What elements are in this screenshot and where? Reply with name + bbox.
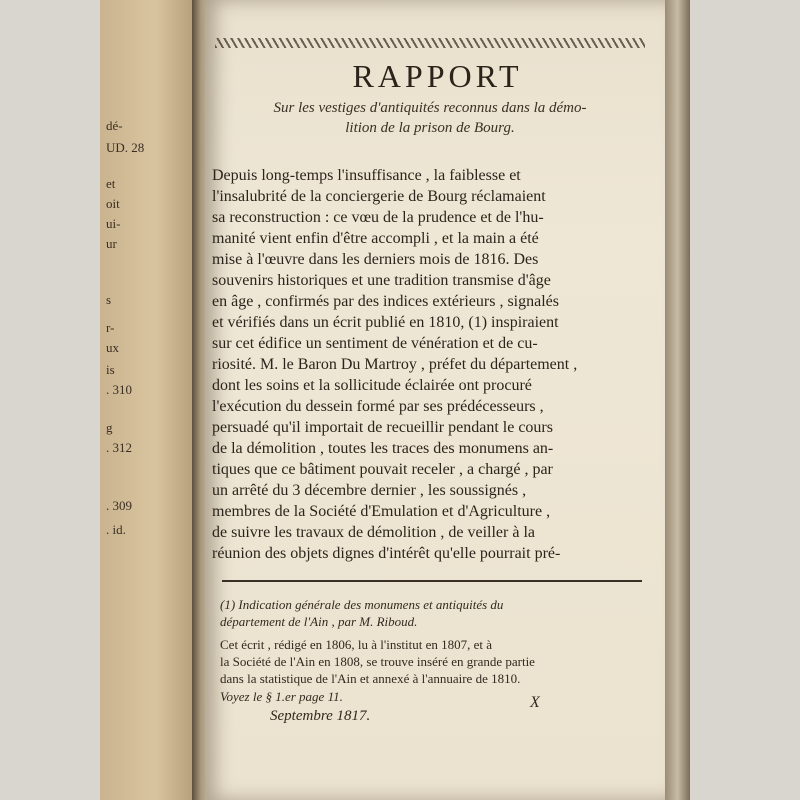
left-fragment: ui- [106,216,121,231]
left-fragment: ur [106,236,117,251]
subtitle-line: Sur les vestiges d'antiquités reconnus dans la démo- [273,100,587,116]
footnote-line: (1) Indication générale des monumens et antiquités du [220,597,504,612]
body-line: l'insalubrité de la conciergerie de Bourg réclamaient [212,188,546,205]
body-line: membres de la Société d'Emulation et d'Agriculture , [212,503,551,520]
body-line: réunion des objets dignes d'intérêt qu'elle pourrait pré- [212,545,561,562]
body-line: et vérifiés dans un écrit publié en 1810, (1) inspiraient [212,314,559,331]
body-line: Depuis long-temps l'insuffisance , la faiblesse et [212,167,521,184]
body-line: manité vient enfin d'être accompli , et la main a été [212,230,539,247]
body-line: souvenirs historiques et une tradition transmise d'âge [212,272,551,289]
left-fragment: . id. [106,522,126,537]
body-line: en âge , confirmés par des indices extérieurs , signalés [212,293,559,310]
left-fragment: . 309 [106,498,132,513]
body-line: mise à l'œuvre dans les derniers mois de 1816. Des [212,251,539,268]
body-line: de suivre les travaux de démolition , de veiller à la [212,524,535,541]
left-fragment: et [106,176,116,191]
signature-date: Septembre 1817. [270,708,371,724]
body-line: sur cet édifice un sentiment de vénération et de cu- [212,335,538,352]
footnote-line: dans la statistique de l'Ain et annexé à l'annuaire de 1810. [220,671,521,686]
subtitle [210,98,650,138]
ornament-rule [215,38,645,48]
left-page [100,0,200,800]
left-fragment: . 310 [106,382,132,397]
footnote-line: la Société de l'Ain en 1808, se trouve inséré en grande partie [220,654,535,669]
left-fragment: ux [106,340,119,355]
body-line: dont les soins et la sollicitude éclairée ont procuré [212,377,532,394]
body-line: de la démolition , toutes les traces des monumens an- [212,440,554,457]
page-title: RAPPORT [352,58,523,94]
left-fragment: oit [106,196,120,211]
page-edge [665,0,690,800]
body-line: riosité. M. le Baron Du Martroy , préfet du département , [212,356,578,373]
subtitle-line: lition de la prison de Bourg. [345,120,515,136]
footnote-line: Cet écrit , rédigé en 1806, lu à l'institut en 1807, et à [220,637,493,652]
signature-mark: X [530,694,540,711]
body-line: persuadé qu'il importait de recueillir pendant le cours [212,419,553,436]
background-right [690,0,800,800]
footnote-rule [222,580,642,582]
footnote-line: Voyez le § 1.er page 11. [220,689,343,704]
left-fragment: g [106,420,113,435]
body-line: un arrêté du 3 décembre dernier , les soussignés , [212,482,527,499]
left-fragment: UD. 28 [106,140,145,155]
footnote-line: département de l'Ain , par M. Riboud. [220,614,418,629]
left-fragment: r- [106,320,115,335]
body-line: sa reconstruction : ce vœu de la prudence et de l'hu- [212,209,544,226]
left-fragment: dé- [106,118,123,133]
left-fragment: s [106,292,112,307]
left-fragment: . 312 [106,440,132,455]
body-line: tiques que ce bâtiment pouvait receler , a chargé , par [212,461,553,478]
body-line: l'exécution du dessein formé par ses prédécesseurs , [212,398,544,415]
left-fragment: is [106,362,115,377]
